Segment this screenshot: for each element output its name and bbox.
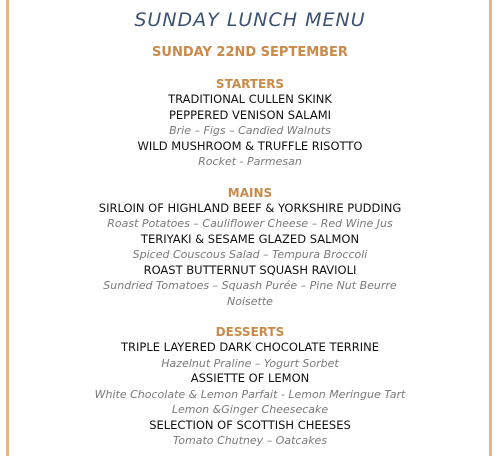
section-starters (20, 77, 480, 170)
dish-name: ASSIETTE OF LEMON (190, 371, 310, 385)
section-heading: MAINS (227, 185, 273, 200)
section-heading: DESSERTS (215, 325, 285, 339)
dish-name: TRADITIONAL CULLEN SKINK (168, 92, 332, 106)
dish-name: SELECTION OF SCOTTISH CHEESES (149, 417, 351, 432)
left-border-line (6, 0, 9, 456)
dish-description: Brie – Figs – Candied Walnuts (169, 124, 331, 137)
dish-description: Sundried Tomatoes – Squash Purée – Pine Nut Beurre (103, 279, 397, 292)
section-desserts (20, 325, 480, 449)
right-border-line (489, 0, 492, 456)
dish-name: TERIYAKI & SESAME GLAZED SALMON (140, 231, 360, 246)
dish-name: SIRLOIN OF HIGHLAND BEEF & YORKSHIRE PUDDING (98, 200, 402, 215)
dish-description: Tomato Chutney – Oatcakes (172, 434, 328, 447)
menu-date: SUNDAY 22ND SEPTEMBER (152, 45, 348, 60)
dish-description: White Chocolate & Lemon Parfait - Lemon Meringue Tart (94, 387, 406, 401)
dish-name: ROAST BUTTERNUT SQUASH RAVIOLI (143, 262, 357, 277)
dish-description: Lemon &Ginger Cheesecake (171, 403, 329, 416)
menu-content (20, 0, 480, 449)
dish-description: Roast Potatoes – Cauliflower Cheese – Red Wine Jus (107, 217, 393, 230)
dish-name: TRIPLE LAYERED DARK CHOCOLATE TERRINE (120, 340, 379, 354)
dish-description: Rocket - Parmesan (198, 155, 302, 168)
dish-description: Spiced Couscous Salad – Tempura Broccoli (132, 248, 368, 261)
dish-name: WILD MUSHROOM & TRUFFLE RISOTTO (137, 138, 363, 153)
dish-description: Hazelnut Praline – Yogurt Sorbet (161, 356, 339, 370)
section-mains (20, 186, 480, 310)
menu-title: SUNDAY LUNCH MENU (134, 9, 366, 31)
dish-name: PEPPERED VENISON SALAMI (168, 107, 332, 122)
section-heading: STARTERS (215, 77, 285, 91)
dish-description: Noisette (227, 294, 273, 308)
